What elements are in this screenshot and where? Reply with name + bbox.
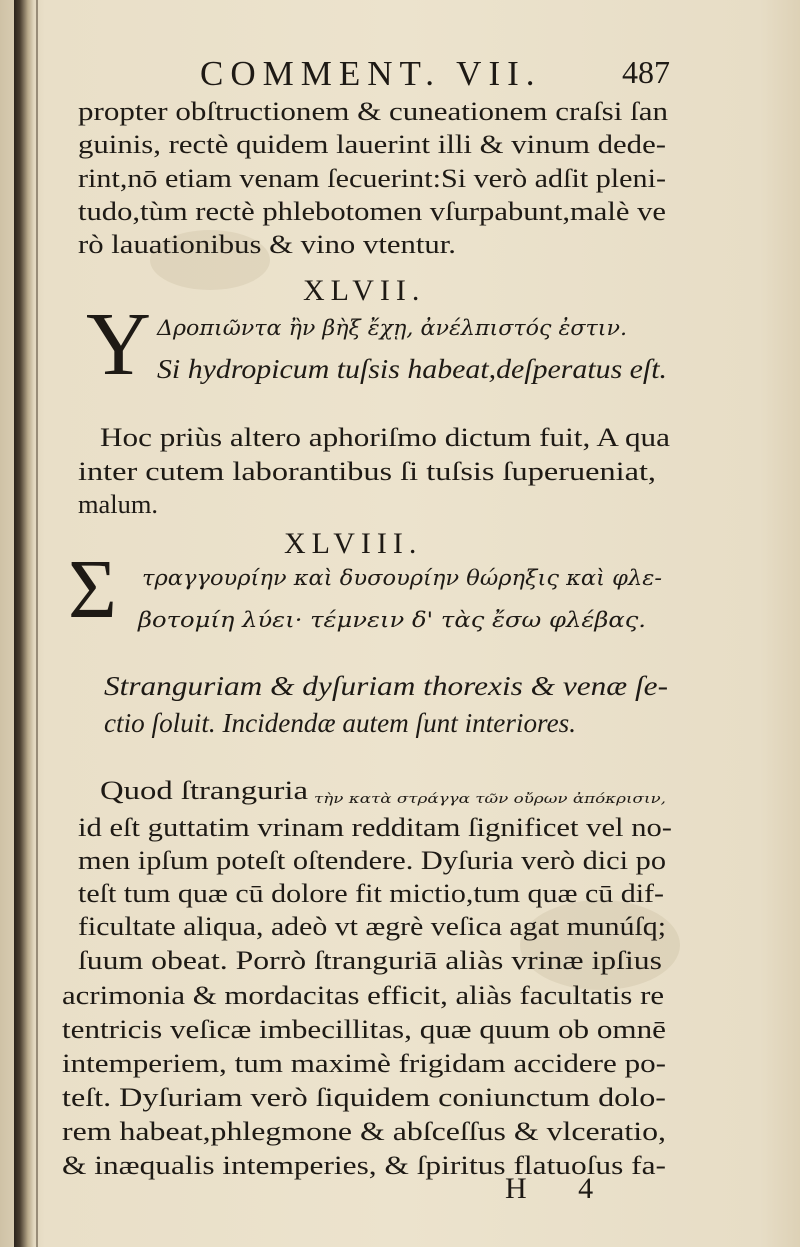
greek-text-line: Δροπιῶντα ἢν βὴξ ἔχῃ, ἀνέλπιστός ἐστιν. bbox=[157, 316, 628, 340]
text-line: id eſt guttatim vrinam redditam ſignificet vel no- bbox=[78, 813, 672, 842]
text-line: propter obſtructionem & cuneationem craſsi ſan bbox=[78, 97, 669, 126]
drop-cap-initial: Σ bbox=[68, 543, 117, 636]
latin-translation: ctio ſoluit. Incidendæ autem ſunt interiores. bbox=[104, 708, 577, 738]
aphorism-number: XLVII. bbox=[303, 274, 426, 307]
text-line: ficultate aliqua, adeò vt ægrè veſica agat munúſq; bbox=[78, 912, 666, 941]
page-header bbox=[0, 48, 800, 98]
text-line: malum. bbox=[78, 490, 159, 519]
drop-cap-initial: Y bbox=[86, 295, 151, 394]
text-line: & inæqualis intemperies, & ſpiritus flatuoſus fa- bbox=[62, 1151, 666, 1180]
text-line: Hoc priùs altero aphoriſmo dictum fuit, A qua bbox=[100, 423, 670, 452]
text-line: tudo,tùm rectè phlebotomen vſurpabunt,malè ve bbox=[78, 197, 666, 226]
text-line: rò lauationibus & vino vtentur. bbox=[78, 230, 456, 259]
text-line: tentricis veſicæ imbecillitas, quæ quum ob omnē bbox=[62, 1015, 667, 1044]
greek-text-line: τραγγουρίην καὶ δυσουρίην θώρηξις καὶ φλε- bbox=[142, 566, 663, 590]
page-number: 487 bbox=[622, 54, 670, 90]
gutter-edge bbox=[36, 0, 38, 1247]
text-line: intemperiem, tum maximè frigidam accidere po- bbox=[62, 1049, 667, 1078]
latin-translation: Si hydropicum tuſsis habeat,deſperatus eſt. bbox=[157, 354, 667, 384]
binding-gutter bbox=[14, 0, 34, 1247]
text-line: rem habeat,phlegmone & abſceſſus & vlceratio, bbox=[62, 1117, 667, 1146]
running-title: COMMENT. VII. bbox=[200, 54, 542, 93]
text-line: inter cutem laborantibus ſi tuſsis ſuperueniat, bbox=[78, 457, 657, 486]
signature-mark: H 4 bbox=[505, 1172, 616, 1205]
text-line: ſuum obeat. Porrò ſtranguriā aliàs vrinæ ipſius bbox=[78, 946, 662, 975]
text-line: acrimonia & mordacitas efficit, aliàs facultatis re bbox=[62, 981, 664, 1010]
text-line: teſt tum quæ cū dolore fit mictio,tum quæ cū dif- bbox=[78, 879, 665, 908]
text-line: guinis, rectè quidem lauerint illi & vinum dede- bbox=[78, 130, 666, 159]
text-line: rint,nō etiam venam ſecuerint:Si verò adſit pleni- bbox=[78, 164, 666, 193]
text-line: Quod ſtranguria bbox=[100, 776, 309, 805]
text-line: teſt. Dyſuriam verò ſiquidem coniunctum dolo- bbox=[62, 1083, 667, 1112]
greek-inline-text: τὴν κατὰ στράγγα τῶν οὔρων ἀπόκρισιν, bbox=[314, 792, 666, 807]
text-line: men ipſum poteſt oſtendere. Dyſuria verò dici po bbox=[78, 846, 666, 875]
greek-text-line: βοτομίη λύει· τέμνειν δ' τὰς ἔσω φλέβας. bbox=[138, 608, 647, 632]
aphorism-number: XLVIII. bbox=[284, 527, 423, 560]
latin-translation: Stranguriam & dyſuriam thorexis & venæ ſe- bbox=[104, 671, 668, 701]
